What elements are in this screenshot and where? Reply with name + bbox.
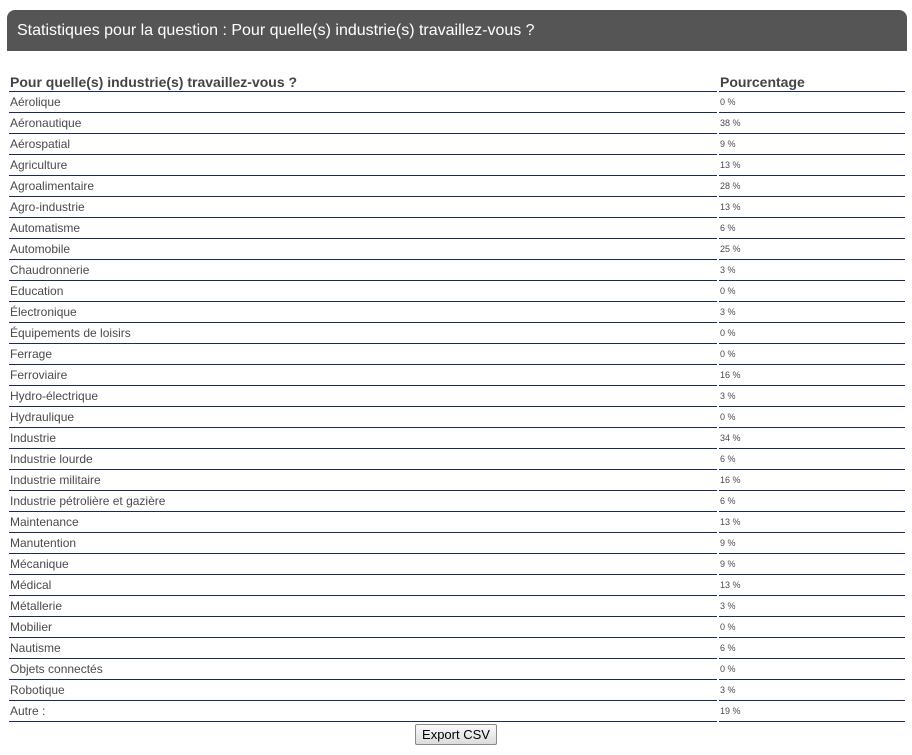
industry-label: Industrie pétrolière et gazière (9, 491, 717, 512)
percentage-value: 6 % (719, 491, 905, 512)
percentage-value: 3 % (719, 302, 905, 323)
industry-label: Education (9, 281, 717, 302)
table-body (9, 92, 905, 722)
percentage-value: 0 % (719, 281, 905, 302)
percentage-value: 13 % (719, 197, 905, 218)
percentage-value: 3 % (719, 680, 905, 701)
industry-label: Mécanique (9, 554, 717, 575)
industry-label: Métallerie (9, 596, 717, 617)
table-row (9, 323, 905, 344)
percentage-value: 0 % (719, 323, 905, 344)
industry-label: Agriculture (9, 155, 717, 176)
table-row (9, 428, 905, 449)
page-title: Statistiques pour la question : Pour quelle(s) industrie(s) travaillez-vous ? (17, 22, 535, 39)
percentage-value: 13 % (719, 575, 905, 596)
column-header-industry: Pour quelle(s) industrie(s) travaillez-vous ? (9, 72, 717, 92)
table-row (9, 680, 905, 701)
percentage-value: 25 % (719, 239, 905, 260)
table-row (9, 281, 905, 302)
percentage-value: 9 % (719, 554, 905, 575)
percentage-value: 9 % (719, 533, 905, 554)
table-row (9, 533, 905, 554)
industry-label: Aéronautique (9, 113, 717, 134)
statistics-table (7, 72, 907, 722)
industry-label: Objets connectés (9, 659, 717, 680)
table-row (9, 365, 905, 386)
export-csv-button[interactable]: Export CSV (415, 724, 497, 745)
table-row (9, 302, 905, 323)
table-row (9, 617, 905, 638)
industry-label: Aérospatial (9, 134, 717, 155)
percentage-value: 0 % (719, 617, 905, 638)
percentage-value: 28 % (719, 176, 905, 197)
industry-label: Automatisme (9, 218, 717, 239)
percentage-value: 16 % (719, 365, 905, 386)
industry-label: Maintenance (9, 512, 717, 533)
table-row (9, 344, 905, 365)
panel-header (7, 10, 907, 51)
table-row (9, 197, 905, 218)
table-row (9, 386, 905, 407)
table-row (9, 659, 905, 680)
table-row (9, 218, 905, 239)
industry-label: Automobile (9, 239, 717, 260)
industry-label: Agroalimentaire (9, 176, 717, 197)
industry-label: Industrie lourde (9, 449, 717, 470)
percentage-value: 0 % (719, 92, 905, 113)
export-area (0, 724, 912, 745)
industry-label: Ferroviaire (9, 365, 717, 386)
industry-label: Industrie (9, 428, 717, 449)
table-row (9, 596, 905, 617)
percentage-value: 13 % (719, 512, 905, 533)
industry-label: Aérolique (9, 92, 717, 113)
table-row (9, 113, 905, 134)
percentage-value: 19 % (719, 701, 905, 722)
percentage-value: 3 % (719, 386, 905, 407)
percentage-value: 38 % (719, 113, 905, 134)
percentage-value: 16 % (719, 470, 905, 491)
percentage-value: 0 % (719, 344, 905, 365)
table-row (9, 449, 905, 470)
table-row (9, 512, 905, 533)
table-row (9, 638, 905, 659)
industry-label: Médical (9, 575, 717, 596)
table-row (9, 134, 905, 155)
table-row (9, 575, 905, 596)
percentage-value: 6 % (719, 218, 905, 239)
industry-label: Chaudronnerie (9, 260, 717, 281)
percentage-value: 3 % (719, 596, 905, 617)
industry-label: Robotique (9, 680, 717, 701)
percentage-value: 3 % (719, 260, 905, 281)
table-row (9, 470, 905, 491)
percentage-value: 6 % (719, 449, 905, 470)
percentage-value: 9 % (719, 134, 905, 155)
industry-label: Équipements de loisirs (9, 323, 717, 344)
percentage-value: 0 % (719, 407, 905, 428)
industry-label: Mobilier (9, 617, 717, 638)
table-row (9, 239, 905, 260)
table-row (9, 176, 905, 197)
table-row (9, 701, 905, 722)
table-row (9, 554, 905, 575)
percentage-value: 13 % (719, 155, 905, 176)
column-header-percentage: Pourcentage (719, 72, 905, 92)
industry-label: Industrie militaire (9, 470, 717, 491)
industry-label: Hydraulique (9, 407, 717, 428)
table-header-row (9, 72, 905, 92)
percentage-value: 34 % (719, 428, 905, 449)
industry-label: Ferrage (9, 344, 717, 365)
industry-label: Électronique (9, 302, 717, 323)
percentage-value: 0 % (719, 659, 905, 680)
table-row (9, 260, 905, 281)
percentage-value: 6 % (719, 638, 905, 659)
table-row (9, 155, 905, 176)
industry-label: Nautisme (9, 638, 717, 659)
table-row (9, 407, 905, 428)
table-row (9, 92, 905, 113)
industry-label: Manutention (9, 533, 717, 554)
industry-label: Agro-industrie (9, 197, 717, 218)
industry-label: Hydro-électrique (9, 386, 717, 407)
industry-label: Autre : (9, 701, 717, 722)
table-row (9, 491, 905, 512)
